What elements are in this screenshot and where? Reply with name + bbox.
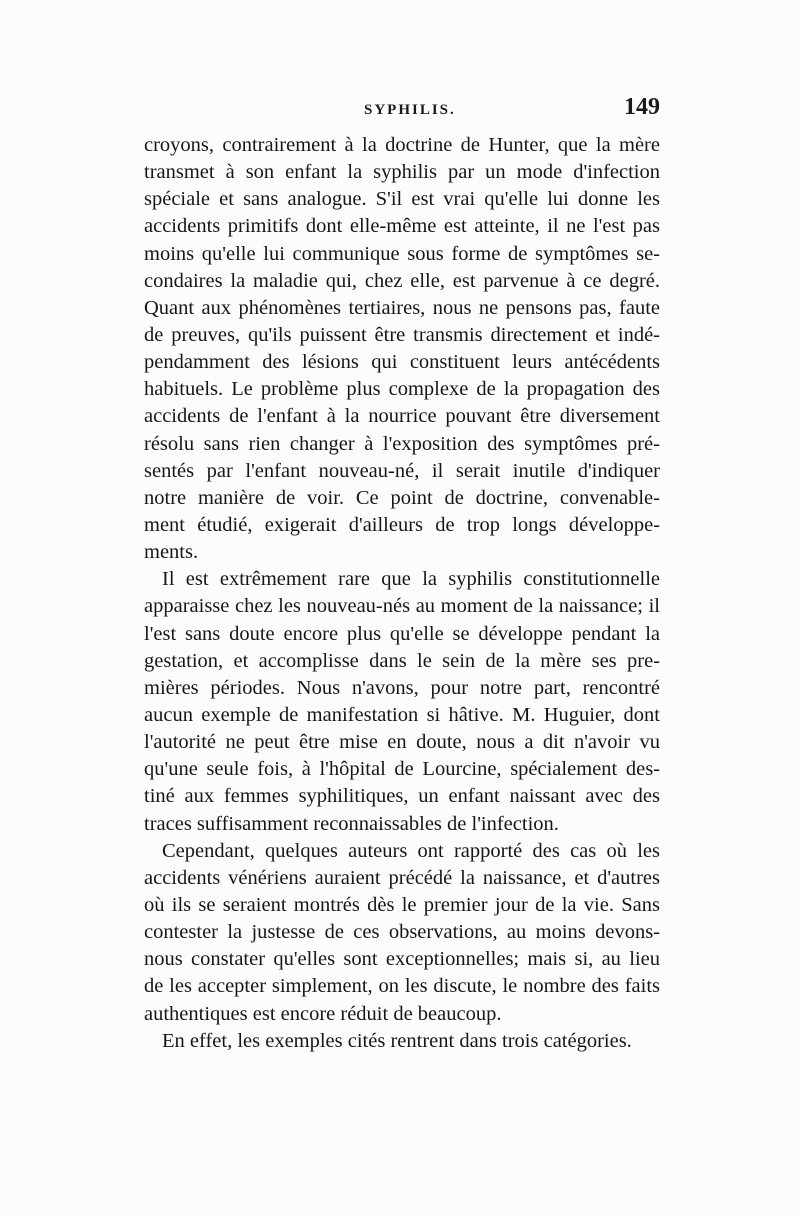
text-line: l'est sans doute encore plus qu'elle se développe pendant la xyxy=(144,622,660,645)
text-line: tiné aux femmes syphilitiques, un enfant naissant avec des xyxy=(144,785,660,808)
text-line: pendamment des lésions qui constituent leurs antécédents xyxy=(144,351,660,374)
body-text xyxy=(144,132,660,1055)
text-line: sentés par l'enfant nouveau-né, il serait inutile d'indiquer xyxy=(144,459,660,482)
text-line: accidents vénériens auraient précédé la naissance, et d'autres xyxy=(144,866,660,889)
text-line: ment étudié, exigerait d'ailleurs de trop longs développe- xyxy=(144,513,660,536)
text-line: apparaisse chez les nouveau-nés au moment de la naissance; il xyxy=(144,595,660,618)
text-line: accidents de l'enfant à la nourrice pouvant être diversement xyxy=(144,405,660,428)
text-line: de les accepter simplement, on les discute, le nombre des faits xyxy=(144,975,660,998)
text-line: ments. xyxy=(144,541,199,564)
text-line: résolu sans rien changer à l'exposition des symptômes pré- xyxy=(144,432,660,455)
text-line: nous constater qu'elles sont exceptionnelles; mais si, au lieu xyxy=(144,948,660,971)
text-line: l'autorité ne peut être mise en doute, nous a dit n'avoir vu xyxy=(144,731,660,754)
text-line: mières périodes. Nous n'avons, pour notre part, rencontré xyxy=(144,676,660,699)
text-line: spéciale et sans analogue. S'il est vrai qu'elle lui donne les xyxy=(144,188,660,211)
running-title: SYPHILIS. xyxy=(364,102,456,118)
paragraph-start-line: Cependant, quelques auteurs ont rapporté des cas où les xyxy=(162,839,660,862)
text-line: transmet à son enfant la syphilis par un mode d'infection xyxy=(144,161,660,184)
text-line: traces suffisamment reconnaissables de l'infection. xyxy=(144,812,559,835)
text-line: contester la justesse de ces observations, au moins devons- xyxy=(144,921,660,944)
text-line: où ils se seraient montrés dès le premier jour de la vie. Sans xyxy=(144,893,660,916)
paragraph-start-line: Il est extrêmement rare que la syphilis constitutionnelle xyxy=(162,568,660,591)
text-line: notre manière de voir. Ce point de doctrine, convenable- xyxy=(144,486,660,509)
text-line: de preuves, qu'ils puissent être transmis directement et indé- xyxy=(144,323,660,346)
page-number: 149 xyxy=(624,94,660,120)
text-line: habituels. Le problème plus complexe de la propagation des xyxy=(144,378,660,401)
text-line: croyons, contrairement à la doctrine de Hunter, que la mère xyxy=(144,134,660,156)
text-line: qu'une seule fois, à l'hôpital de Lourcine, spécialement des- xyxy=(144,758,660,781)
text-line: accidents primitifs dont elle-même est atteinte, il ne l'est pas xyxy=(144,215,660,238)
text-line: gestation, et accomplisse dans le sein de la mère ses pre- xyxy=(144,649,660,672)
text-line: authentiques est encore réduit de beaucoup. xyxy=(144,1002,502,1025)
paragraph-start-line: En effet, les exemples cités rentrent dans trois catégories. xyxy=(162,1029,632,1052)
page-header xyxy=(144,96,660,132)
text-line: moins qu'elle lui communique sous forme de symptômes se- xyxy=(144,242,660,265)
text-line: aucun exemple de manifestation si hâtive. M. Huguier, dont xyxy=(144,703,660,726)
text-line: Quant aux phénomènes tertiaires, nous ne pensons pas, faute xyxy=(144,296,660,319)
text-line: condaires la maladie qui, chez elle, est parvenue à ce degré. xyxy=(144,269,660,292)
